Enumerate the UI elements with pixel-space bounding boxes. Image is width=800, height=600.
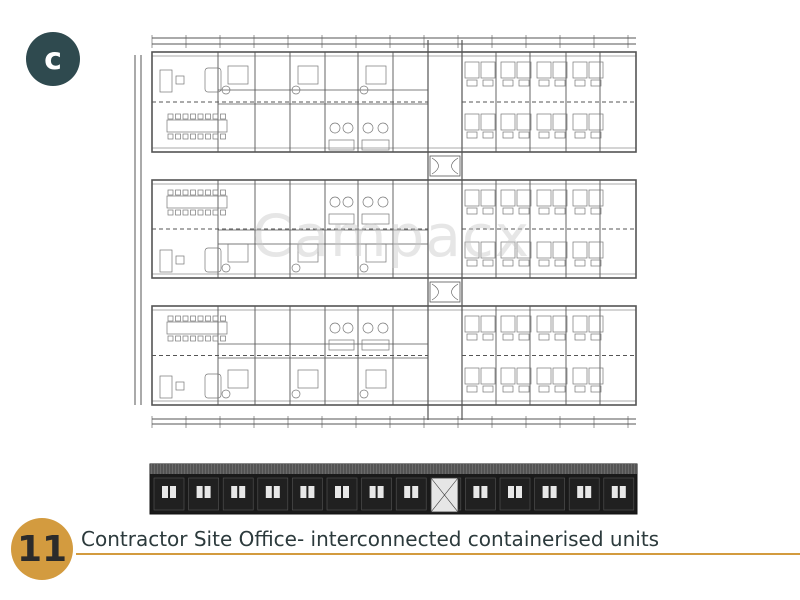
section-letter: c xyxy=(44,41,62,77)
slide-number: 11 xyxy=(16,528,68,570)
caption-text: Contractor Site Office- interconnected containerised units xyxy=(81,527,660,551)
caption-rule xyxy=(76,553,800,555)
watermark: Campacx xyxy=(252,202,531,270)
slide-number-badge xyxy=(11,518,73,580)
front-elevation-drawing xyxy=(150,464,637,514)
